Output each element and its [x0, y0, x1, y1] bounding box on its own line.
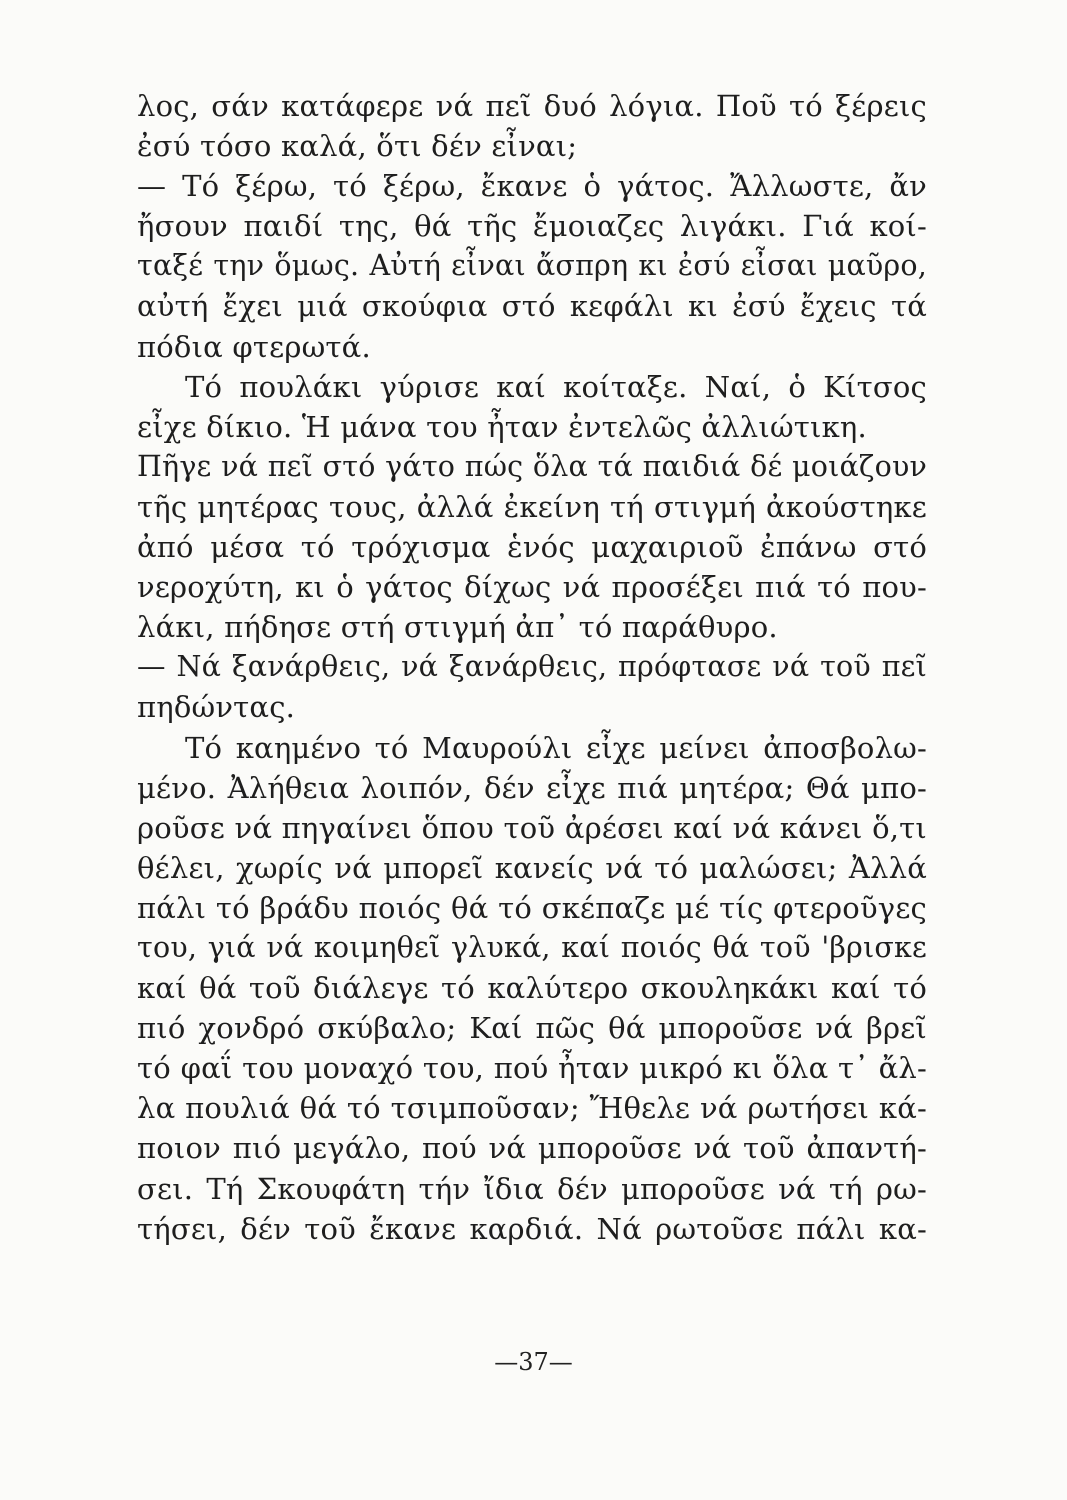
- page-number: —37—: [494, 1348, 573, 1376]
- text-line: Τό πουλάκι γύρισε καί κοίταξε. Ναί, ὁ Κίτσος: [185, 369, 927, 404]
- text-line: λος, σάν κατάφερε νά πεῖ δυό λόγια. Ποῦ τό ξέρεις: [137, 89, 927, 123]
- text-line: ταξέ την ὅμως. Αὐτή εἶναι ἄσπρη κι ἐσύ εἶσαι μαῦρο,: [137, 249, 927, 283]
- text-line: αὐτή ἔχει μιά σκούφια στό κεφάλι κι ἐσύ ἔχεις τά: [137, 289, 927, 324]
- text-line: ἐσύ τόσο καλά, ὅτι δέν εἶναι;: [137, 129, 578, 164]
- body-text: [137, 86, 927, 1249]
- text-line: νεροχύτη, κι ὁ γάτος δίχως νά προσέξει πιά τό που-: [137, 570, 927, 605]
- text-line: μένο. Ἀλήθεια λοιπόν, δέν εἶχε πιά μητέρα; Θά μπο-: [137, 770, 927, 805]
- text-line: πηδώντας.: [137, 690, 296, 725]
- text-line: ροῦσε νά πηγαίνει ὅπου τοῦ ἀρέσει καί νά κάνει ὅ,τι: [137, 810, 927, 845]
- text-line: Τό καημένο τό Μαυρούλι εἶχε μείνει ἀποσβολω-: [185, 730, 927, 765]
- text-line: καί θά τοῦ διάλεγε τό καλύτερο σκουληκάκι καί τό: [137, 971, 927, 1006]
- text-line: σει. Τή Σκουφάτη τήν ἴδια δέν μποροῦσε νά τή ρω-: [137, 1171, 927, 1206]
- text-line: τῆς μητέρας τους, ἀλλά ἐκείνη τή στιγμή ἀκούστηκε: [137, 489, 927, 524]
- text-line: Πῆγε νά πεῖ στό γάτο πώς ὅλα τά παιδιά δέ μοιάζουν: [137, 449, 927, 483]
- text-line: ποιον πιό μεγάλο, πού νά μποροῦσε νά τοῦ ἀπαντή-: [137, 1131, 927, 1166]
- text-line: πόδια φτερωτά.: [137, 329, 371, 364]
- text-line: ἤσουν παιδί της, θά τῆς ἔμοιαζες λιγάκι. Γιά κοί-: [137, 209, 927, 244]
- text-line: ἀπό μέσα τό τρόχισμα ἑνός μαχαιριοῦ ἐπάνω στό: [137, 530, 927, 565]
- text-line: τήσει, δέν τοῦ ἔκανε καρδιά. Νά ρωτοῦσε πάλι κα-: [137, 1211, 927, 1246]
- text-line: τό φαΐ του μοναχό του, πού ἦταν μικρό κι ὅλα τ᾽ ἄλ-: [137, 1051, 927, 1086]
- text-line: λα πουλιά θά τό τσιμποῦσαν; Ἤθελε νά ρωτήσει κά-: [137, 1091, 927, 1126]
- text-line: του, γιά νά κοιμηθεῖ γλυκά, καί ποιός θά τοῦ 'βρισκε: [137, 930, 927, 964]
- text-line: — Τό ξέρω, τό ξέρω, ἔκανε ὁ γάτος. Ἄλλωστε, ἄν: [137, 169, 927, 204]
- text-line: — Νά ξανάρθεις, νά ξανάρθεις, πρόφτασε νά τοῦ πεῖ: [137, 650, 927, 684]
- text-line: εἶχε δίκιο. Ἡ μάνα του ἦταν ἐντελῶς ἀλλιώτικη.: [137, 409, 867, 444]
- text-line: θέλει, χωρίς νά μπορεῖ κανείς νά τό μαλώσει; Ἀλλά: [137, 850, 927, 885]
- text-line: λάκι, πήδησε στή στιγμή ἀπ᾽ τό παράθυρο.: [137, 610, 778, 645]
- text-line: πάλι τό βράδυ ποιός θά τό σκέπαζε μέ τίς φτεροῦγες: [137, 890, 927, 925]
- text-line: πιό χονδρό σκύβαλο; Καί πῶς θά μποροῦσε νά βρεῖ: [137, 1011, 927, 1046]
